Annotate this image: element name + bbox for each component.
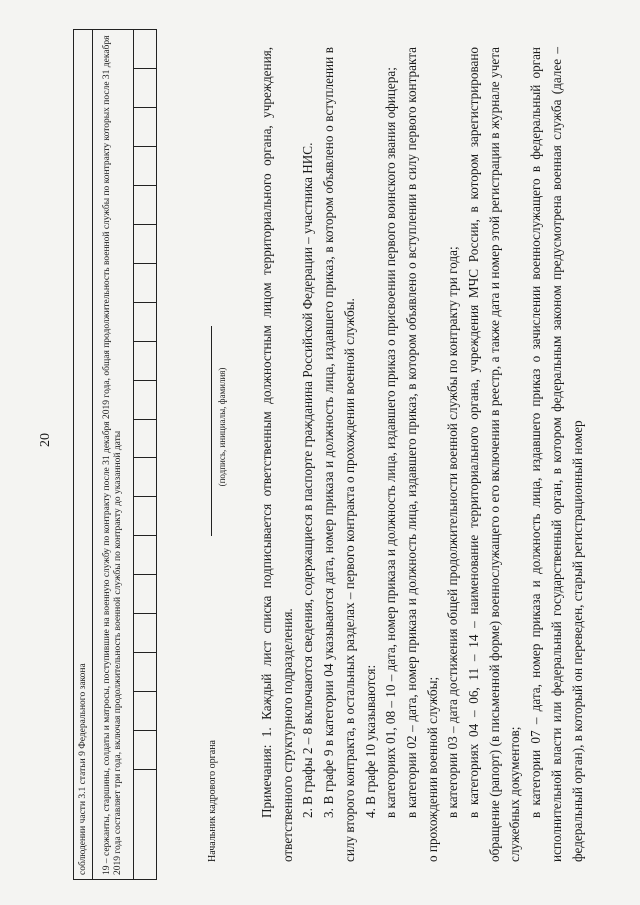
table-cell-empty bbox=[134, 653, 157, 692]
rotated-page-content bbox=[25, 30, 625, 880]
table-cell-empty bbox=[134, 341, 157, 380]
signature-line bbox=[211, 326, 212, 536]
category-table bbox=[73, 30, 157, 880]
table-row-category-19 bbox=[93, 30, 134, 880]
note-paragraph: в категории 02 – дата, номер приказа и должность лица, издавшего приказ, в котором объявлено о вступлении в силу первого контракта о прохождении военной службы; bbox=[403, 47, 440, 862]
table-cell-empty bbox=[134, 731, 157, 770]
note-paragraph: 3. В графе 9 в категории 04 указываются дата, номер приказа и должность лица, издавшего приказ, в котором объявлено о вступлении в силу второго контракта, в остальных разделах – первого контракта о прохождении военной службы. bbox=[321, 47, 357, 862]
note-paragraph: в категории 03 – дата достижения общей продолжительности военной службы по контракту три года; bbox=[445, 246, 461, 818]
table-cell-empty bbox=[134, 380, 157, 419]
signature-caption: (подпись, инициалы, фамилия) bbox=[217, 367, 227, 487]
table-cell-empty bbox=[134, 419, 157, 458]
note-paragraph: в категориях 01, 08 – 10 – дата, номер приказа и должность лица, издавшего приказ о присвоении первого воинского звания офицера; bbox=[383, 67, 399, 818]
table-cell-empty bbox=[134, 536, 157, 575]
table-cell-empty bbox=[134, 614, 157, 653]
table-cell-empty bbox=[134, 69, 157, 108]
table-cell-law-compliance: соблюдении части 3.1 статьи 9 Федерального закона bbox=[74, 30, 93, 880]
table-row-empty bbox=[134, 30, 157, 880]
table-cell-category-19: 19 – сержанты, старшины, солдаты и матросы, поступившие на военную службу по контракту после 31 декабря 2019 года, общая продолжительность военной службы по контракту которых после 31 декабря 2019 года составляет три года, включая продолжительность военной службы по контракту до указанной даты bbox=[93, 30, 134, 880]
table-cell-empty bbox=[134, 458, 157, 497]
note-paragraph: 4. В графе 10 указываются: bbox=[362, 664, 378, 818]
table-row-top bbox=[74, 30, 93, 880]
table-cell-empty bbox=[134, 302, 157, 341]
page-number: 20 bbox=[38, 433, 53, 447]
table-cell-empty bbox=[134, 224, 157, 263]
note-paragraph: 2. В графы 2 – 8 включаются сведения, содержащиеся в паспорте гражданина Российской Федерации – участника НИС. bbox=[300, 142, 316, 818]
table-cell-empty bbox=[134, 575, 157, 614]
table-cell-empty bbox=[134, 497, 157, 536]
table-cell-empty bbox=[134, 770, 157, 880]
notes-section bbox=[257, 47, 588, 862]
table-cell-empty bbox=[134, 185, 157, 224]
signature-block bbox=[193, 32, 243, 862]
table-cell-empty bbox=[134, 30, 157, 69]
table-cell-empty bbox=[134, 147, 157, 186]
table-cell-empty bbox=[134, 263, 157, 302]
note-paragraph: в категориях 04 – 06, 11 – 14 – наименование территориального органа, учреждения МЧС России, в котором зарегистрировано обращение (рапорт) (в письменной форме) военнослужащего о его включении в реестр, а также дата и номер этой регистрации в журнале учета служебных документов; bbox=[466, 47, 523, 862]
table-cell-empty bbox=[134, 108, 157, 147]
note-paragraph: в категории 07 – дата, номер приказа и должность лица, издавшего приказ о зачислении военнослужащего в федеральный орган исполнительной власти или федеральный государственный орган, в котором федеральным законом предусмотрена военная служба (далее – федеральный орган), в который он переведен, старый регистрационный номер bbox=[528, 47, 585, 862]
signature-label: Начальник кадрового органа bbox=[207, 740, 218, 862]
note-paragraph: Примечания: 1. Каждый лист списка подписывается ответственным должностным лицом территориального органа, учреждения, ответственного структурного подразделения. bbox=[259, 47, 295, 862]
table-cell-empty bbox=[134, 692, 157, 731]
